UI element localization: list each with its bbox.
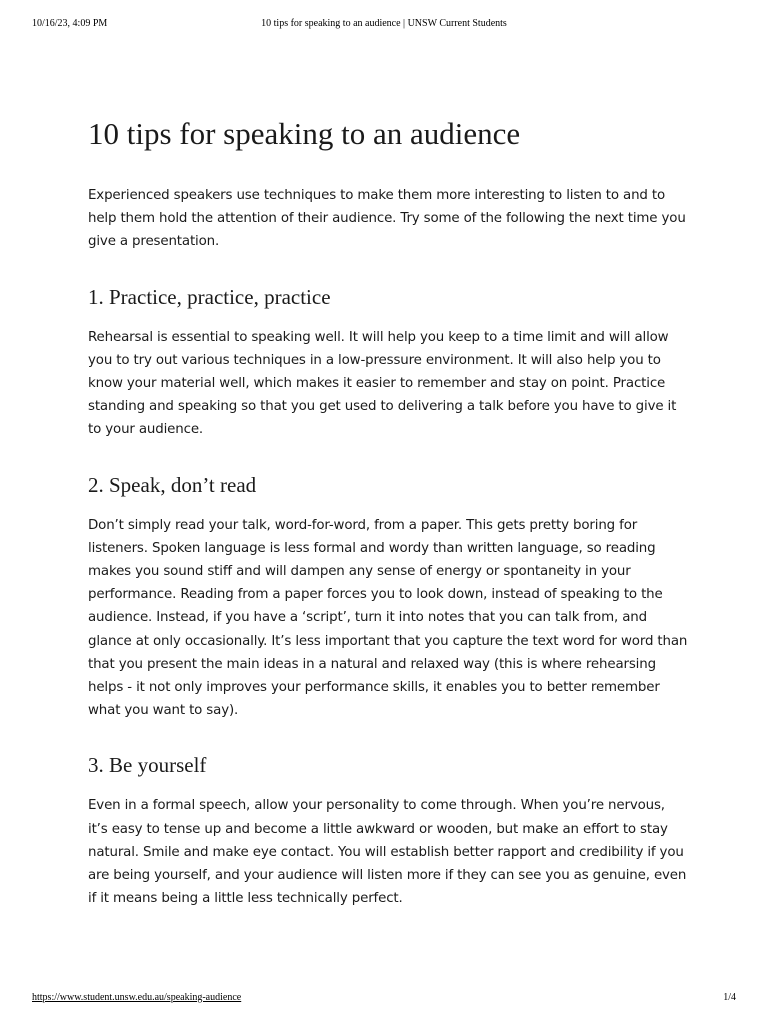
print-date: 10/16/23, 4:09 PM [32,18,108,29]
section-heading-practice: 1. Practice, practice, practice [88,284,331,309]
section-heading-speak: 2. Speak, don’t read [88,472,257,497]
section-body-speak: Don’t simply read your talk, word-for-word, from a paper. This gets pretty boring for listeners. Spoken language is less formal and wordy than written language, so reading makes you sound stiff and will dampen any sense of energy or spontaneity in your performance. Reading from a paper forces you to look down, instead of speaking to the audience. Instead, if you have a ‘script’, turn it into notes that you can talk from, and glance at only occasionally. It’s less important that you capture the text word for word than that you present the main ideas in a natural and relaxed way (this is where rehearsing helps - it not only improves your performance skills, it enables you to better remember what you want to say). [88,517,688,719]
print-url [32,992,241,1003]
page-url-link[interactable]: https://www.student.unsw.edu.au/speaking-audience [32,992,242,1003]
article-intro: Experienced speakers use techniques to make them more interesting to listen to and to help them hold the attention of their audience. Try some of the following the next time you give a presentation. [88,188,686,250]
print-header [32,18,736,32]
section-body-practice: Rehearsal is essential to speaking well. It will help you keep to a time limit and will allow you to try out various techniques in a low-pressure environment. It will also help you to know your material well, which makes it easier to remember and stay on point. Practice standing and speaking so that you get used to delivering a talk before you have to give it to your audience. [88,329,677,438]
print-footer [32,992,736,1006]
article-title: 10 tips for speaking to an audience [88,116,521,151]
page-number: 1/4 [723,992,736,1003]
print-page-title: 10 tips for speaking to an audience | UNSW Current Students [261,18,507,29]
article [88,112,688,938]
section-heading-be-yourself: 3. Be yourself [88,753,207,778]
section-body-be-yourself: Even in a formal speech, allow your personality to come through. When you’re nervous, it’s easy to tense up and become a little awkward or wooden, but make an effort to stay natural. Smile and make eye contact. You will establish better rapport and credibility if you are being yourself, and your audience will listen more if they can see you as genuine, even if it means being a little less technically perfect. [88,798,687,907]
